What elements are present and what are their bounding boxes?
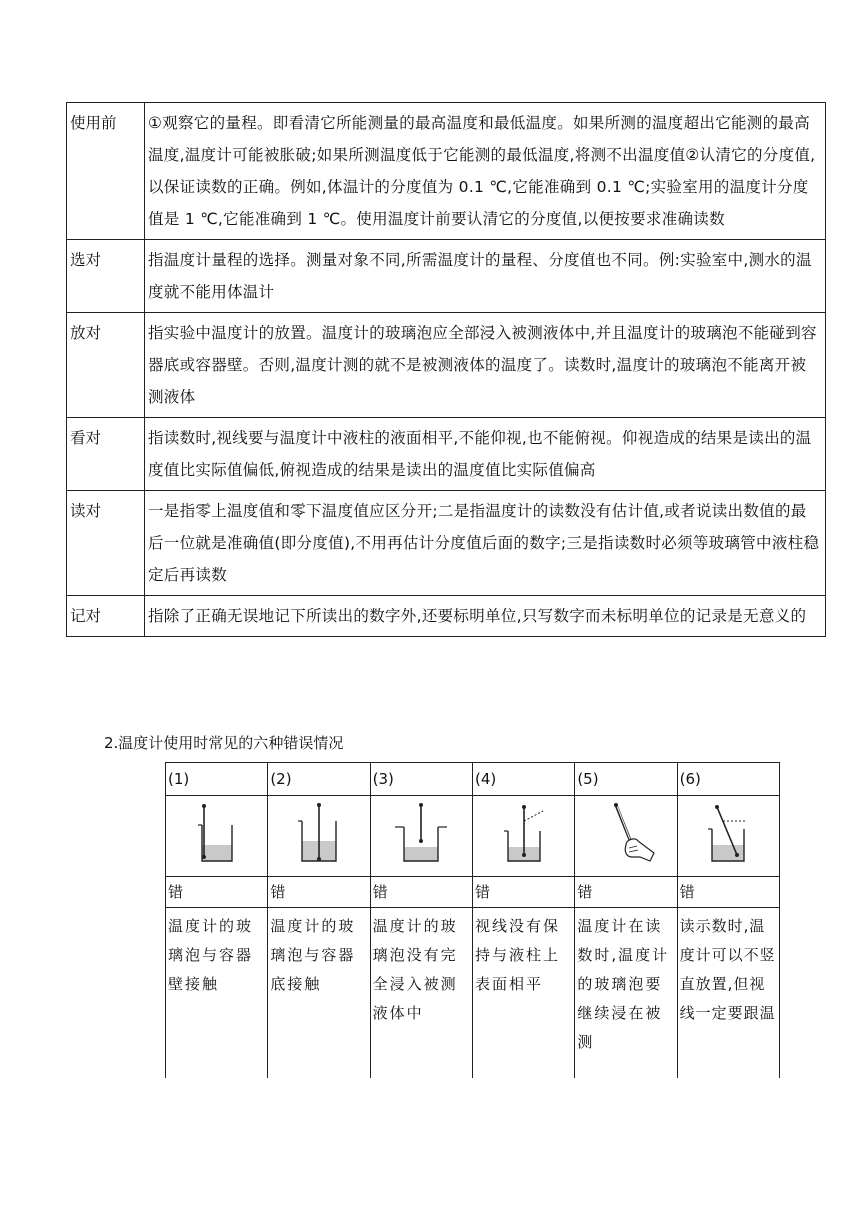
row-text: 指除了正确无误地记下所读出的数字外,还要标明单位,只写数字而未标明单位的记录是无意义的 [145, 596, 826, 637]
table-row [67, 240, 826, 313]
case-figure [677, 796, 779, 877]
thermometer-sightline-icon [499, 801, 549, 867]
common-errors-table [165, 762, 780, 1078]
case-number: (4) [472, 763, 574, 796]
row-key: 看对 [67, 418, 145, 491]
case-verdict: 错 [677, 877, 779, 908]
row-text: 一是指零上温度值和零下温度值应区分开;二是指温度计的读数没有估计值,或者说读出数值的最后一位就是准确值(即分度值),不用再估计分度值后面的数字;三是指读数时必须等玻璃管中液柱稳定后再读数 [145, 491, 826, 596]
case-number: (3) [370, 763, 472, 796]
case-verdict-row [166, 877, 780, 908]
row-key: 放对 [67, 313, 145, 418]
row-text: 指读数时,视线要与温度计中液柱的液面相平,不能仰视,也不能俯视。仰视造成的结果是读出的温度值比实际值偏低,俯视造成的结果是读出的温度值比实际值偏高 [145, 418, 826, 491]
thermometer-not-immersed-icon [393, 801, 449, 867]
table-row [67, 313, 826, 418]
thermometer-held-in-hand-icon [596, 801, 656, 867]
case-description: 视线没有保持与液柱上表面相平 [472, 908, 574, 1079]
case-figure-row [166, 796, 780, 877]
table-row [67, 103, 826, 240]
row-key: 选对 [67, 240, 145, 313]
case-number: (6) [677, 763, 779, 796]
table-row [67, 596, 826, 637]
case-number: (2) [268, 763, 370, 796]
row-key: 读对 [67, 491, 145, 596]
case-number-row [166, 763, 780, 796]
table-row [67, 491, 826, 596]
thermometer-tilted-icon [703, 801, 753, 867]
row-text: ①观察它的量程。即看清它所能测量的最高温度和最低温度。如果所测的温度超出它能测的最高温度,温度计可能被胀破;如果所测温度低于它能测的最低温度,将测不出温度值②认清它的分度值,以保证读数的正确。例如,体温计的分度值为 0.1 ℃,它能准确到 0.1 ℃;实验室用的温度计分度值是 1 ℃,它能准确到 1 ℃。使用温度计前要认清它的分度值,以便按要求准确读数 [145, 103, 826, 240]
case-number: (5) [575, 763, 677, 796]
case-figure [166, 796, 268, 877]
case-verdict: 错 [268, 877, 370, 908]
case-description-row [166, 908, 780, 1079]
case-number: (1) [166, 763, 268, 796]
case-figure [268, 796, 370, 877]
section-heading: 2.温度计使用时常见的六种错误情况 [104, 734, 344, 752]
thermometer-touching-wall-icon [192, 801, 242, 867]
row-text: 指温度计量程的选择。测量对象不同,所需温度计的量程、分度值也不同。例:实验室中,测水的温度就不能用体温计 [145, 240, 826, 313]
case-verdict: 错 [166, 877, 268, 908]
case-verdict: 错 [575, 877, 677, 908]
case-description: 温度计的玻璃泡与容器底接触 [268, 908, 370, 1079]
case-description: 温度计在读数时,温度计的玻璃泡要继续浸在被测 [575, 908, 677, 1079]
case-figure [575, 796, 677, 877]
case-description: 读示数时,温度计可以不竖 直放置,但视线一定要跟温 [677, 908, 779, 1079]
case-figure [472, 796, 574, 877]
table-row [67, 418, 826, 491]
thermometer-usage-table [66, 102, 826, 637]
thermometer-touching-bottom-icon [294, 801, 344, 867]
case-verdict: 错 [472, 877, 574, 908]
case-description: 温度计的玻璃泡没有完全浸入被测液体中 [370, 908, 472, 1079]
case-description: 温度计的玻璃泡与容器壁接触 [166, 908, 268, 1079]
row-key: 使用前 [67, 103, 145, 240]
case-figure [370, 796, 472, 877]
case-verdict: 错 [370, 877, 472, 908]
row-text: 指实验中温度计的放置。温度计的玻璃泡应全部浸入被测液体中,并且温度计的玻璃泡不能碰到容器底或容器壁。否则,温度计测的就不是被测液体的温度了。读数时,温度计的玻璃泡不能离开被测液体 [145, 313, 826, 418]
row-key: 记对 [67, 596, 145, 637]
